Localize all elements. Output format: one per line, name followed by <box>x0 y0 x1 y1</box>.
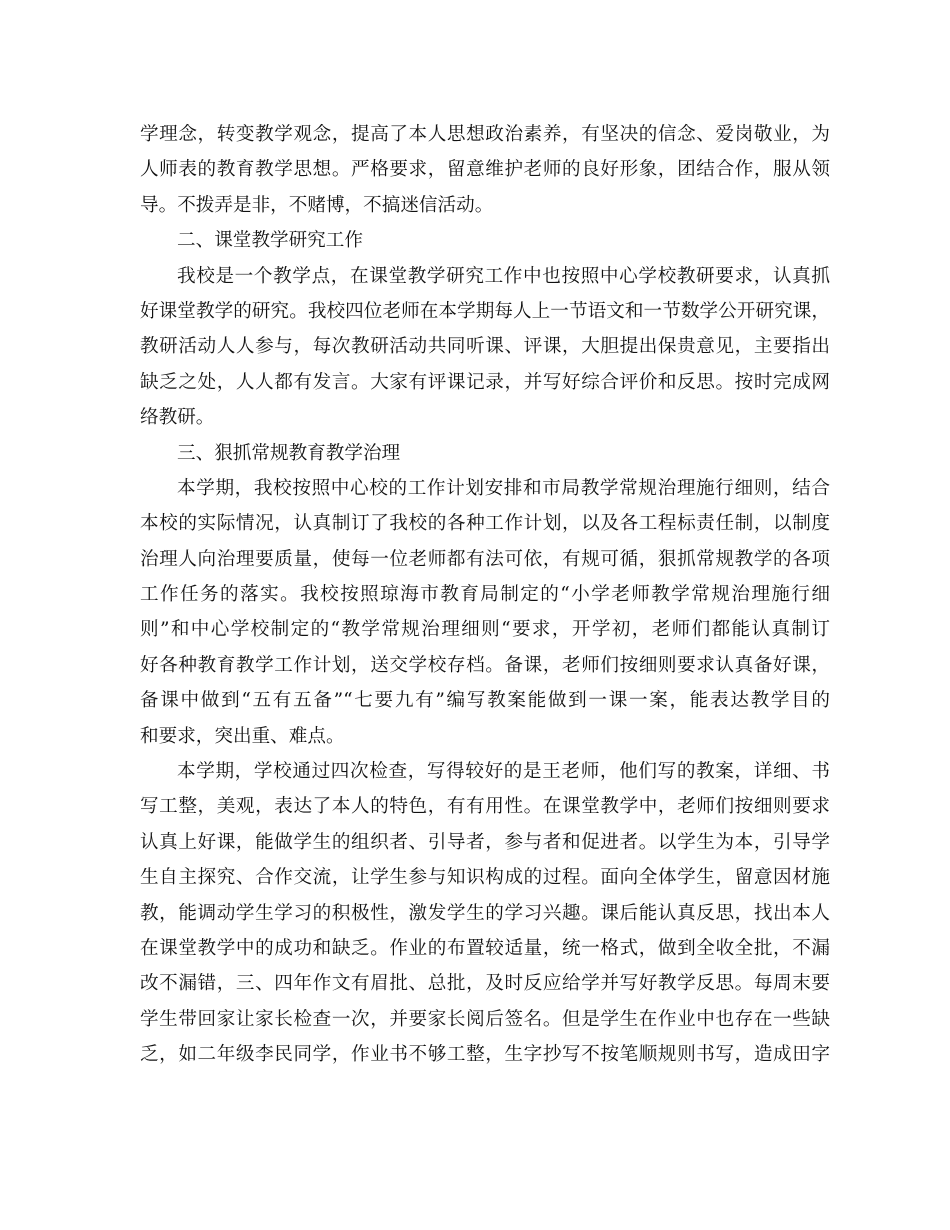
text-line: 则”和中心学校制定的“教学常规治理细则“要求，开学初，老师们都能认真制订 <box>140 619 830 641</box>
text-line: 工作任务的落实。我校按照琼海市教育局制定的“小学老师教学常规治理施行细 <box>140 584 830 606</box>
text-line: 二、课堂教学研究工作 <box>177 230 363 252</box>
text-line: 在课堂教学中的成功和缺乏。作业的布置较适量，统一格式，做到全收全批，不漏 <box>140 937 830 959</box>
text-line: 络教研。 <box>140 407 215 429</box>
text-line: 教，能调动学生学习的积极性，激发学生的学习兴趣。课后能认真反思，找出本人 <box>140 902 830 924</box>
text-line: 备课中做到“五有五备”“七要九有”编写教案能做到一课一案，能表达教学目的 <box>140 690 830 712</box>
text-line: 好各种教育教学工作计划，送交学校存档。备课，老师们按细则要求认真备好课， <box>140 654 830 676</box>
text-line: 生自主探究、合作交流，让学生参与知识构成的过程。面向全体学生，留意因材施 <box>140 867 830 889</box>
text-line: 本校的实际情况，认真制订了我校的各种工作计划，以及各工程标责任制，以制度 <box>140 513 830 535</box>
text-line: 和要求，突出重、难点。 <box>140 725 345 747</box>
text-line: 三、狠抓常规教育教学治理 <box>177 442 401 464</box>
document-body <box>140 117 830 1073</box>
text-line: 我校是一个教学点，在课堂教学研究工作中也按照中心学校教研要求，认真抓 <box>177 265 830 287</box>
text-line: 写工整，美观，表达了本人的特色，有有用性。在课堂教学中，老师们按细则要求 <box>140 796 830 818</box>
text-line: 本学期，学校通过四次检查，写得较好的是王老师，他们写的教案，详细、书 <box>177 761 830 783</box>
text-line: 乏，如二年级李民同学，作业书不够工整，生字抄写不按笔顺规则书写，造成田字 <box>140 1044 830 1066</box>
text-line: 缺乏之处，人人都有发言。大家有评课记录，并写好综合评价和反思。按时完成网 <box>140 371 830 393</box>
text-line: 治理人向治理要质量，使每一位老师都有法可依，有规可循，狠抓常规教学的各项 <box>140 548 830 570</box>
text-line: 学理念，转变教学观念，提高了本人思想政治素养，有坚决的信念、爱岗敬业，为 <box>140 124 830 145</box>
text-line: 改不漏错，三、四年作文有眉批、总批，及时反应给学并写好教学反思。每周末要 <box>140 973 830 995</box>
text-line: 导。不拨弄是非，不赌博，不搞迷信活动。 <box>140 194 494 216</box>
text-line: 学生带回家让家长检查一次，并要家长阅后签名。但是学生在作业中也存在一些缺 <box>140 1008 830 1030</box>
text-line: 教研活动人人参与，每次教研活动共同听课、评课，大胆提出保贵意见，主要指出 <box>140 336 830 358</box>
text-line: 人师表的教育教学思想。严格要求，留意维护老师的良好形象，团结合作，服从领 <box>140 159 830 181</box>
text-line: 本学期，我校按照中心校的工作计划安排和市局教学常规治理施行细则，结合 <box>177 477 830 499</box>
text-line: 认真上好课，能做学生的组织者、引导者，参与者和促进者。以学生为本，引导学 <box>140 831 830 853</box>
text-line: 好课堂教学的研究。我校四位老师在本学期每人上一节语文和一节数学公开研究课， <box>140 300 830 322</box>
